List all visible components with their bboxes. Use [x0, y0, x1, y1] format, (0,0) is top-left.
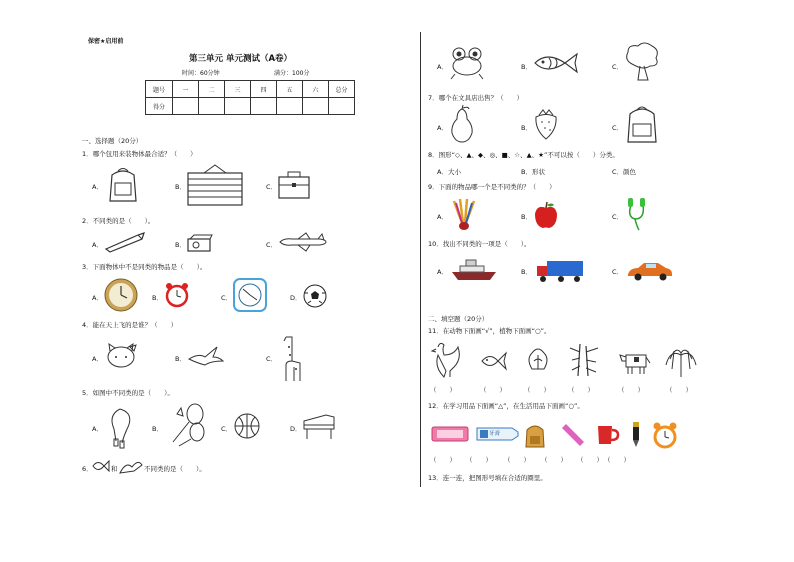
answer-blank[interactable]: （ ）	[466, 456, 492, 464]
answer-blank[interactable]: （ ）	[568, 386, 594, 394]
option-b[interactable]: B．	[521, 213, 532, 221]
score-table	[145, 80, 355, 115]
score-table-score-row	[146, 98, 355, 115]
truck-icon	[535, 259, 585, 283]
briefcase-icon	[277, 170, 311, 200]
jump-rope-icon	[625, 197, 649, 231]
option-b[interactable]: B．	[175, 183, 186, 191]
schoolbag-icon	[524, 422, 546, 448]
option-c[interactable]: C．	[612, 124, 624, 132]
score-input-cell[interactable]	[277, 98, 303, 115]
cup-icon	[596, 424, 620, 446]
bamboo-icon	[568, 342, 600, 378]
question-11: 11．在动物下面画“√”，植物下面画“○”。	[428, 327, 551, 335]
score-cell: 三	[225, 81, 251, 98]
wall-clock-icon	[104, 278, 138, 312]
answer-blank[interactable]: （ ）	[480, 386, 506, 394]
option-c[interactable]: C．	[612, 213, 624, 221]
answer-blank[interactable]: （ ）	[604, 456, 630, 464]
basket-icon	[186, 163, 244, 207]
apple-icon	[533, 201, 559, 229]
answer-blank[interactable]: （ ）	[618, 386, 644, 394]
backpack-icon	[624, 104, 660, 144]
option-a[interactable]: A．	[437, 213, 448, 221]
option-c[interactable]: C．	[612, 268, 624, 276]
option-b[interactable]: B．	[152, 294, 163, 302]
pencil-icon	[104, 231, 148, 253]
option-b[interactable]: B．	[521, 268, 532, 276]
option-c[interactable]: C．	[221, 425, 233, 433]
score-table-header-row	[146, 81, 355, 98]
bird-icon	[187, 345, 225, 369]
score-input-cell[interactable]	[251, 98, 277, 115]
jump-rope-icon	[104, 405, 136, 449]
backpack-icon	[104, 167, 142, 203]
willow-icon	[662, 341, 700, 379]
option-a[interactable]: A．	[437, 63, 448, 71]
option-a[interactable]: A．	[92, 294, 103, 302]
ruler-icon	[560, 422, 586, 448]
option-d[interactable]: D．	[290, 294, 302, 302]
pen-icon	[630, 420, 642, 448]
question-5: 5．如图中不同类的是（ ）。	[82, 389, 174, 397]
question-1: 1．哪个包用来装物体最合适？（ ）	[82, 150, 197, 158]
option-c[interactable]: C．	[221, 294, 233, 302]
question-6: 不同类的是（ ）。	[144, 465, 206, 473]
score-cell: 四	[251, 81, 277, 98]
option-b[interactable]: B．形状	[521, 168, 545, 176]
answer-blank[interactable]: （ ）	[666, 386, 692, 394]
sharpener-icon	[186, 233, 214, 253]
toothpaste-label: 牙膏	[489, 431, 501, 437]
option-c[interactable]: C．	[266, 241, 278, 249]
option-a[interactable]: A．	[92, 355, 103, 363]
hello-kitty-icon	[104, 343, 138, 371]
strawberry-icon	[533, 108, 559, 140]
question-4: 4．能在天上飞的是谁？（ ）	[82, 321, 178, 329]
fish-icon	[533, 50, 579, 76]
basketball-icon	[234, 413, 260, 439]
shuttlecock-icon	[450, 197, 478, 233]
ship-icon	[450, 258, 498, 282]
answer-blank[interactable]: （ ）	[524, 386, 550, 394]
rooster-icon	[430, 341, 462, 379]
option-d[interactable]: D．	[290, 425, 302, 433]
piano-icon	[302, 411, 336, 441]
dragonfly-icon	[118, 457, 144, 477]
option-c[interactable]: C．颜色	[612, 168, 637, 176]
giraffe-icon	[278, 333, 304, 383]
question-10: 10．找出不同类的一项是（ ）。	[428, 240, 531, 248]
tree-icon	[624, 42, 660, 82]
frog-icon	[449, 46, 485, 80]
question-13: 13．连一连，把图形号填在合适的圈里。	[428, 474, 547, 482]
option-a[interactable]: A．	[437, 268, 448, 276]
page-title: 第三单元 单元测试（A卷）	[189, 54, 293, 64]
car-icon	[626, 261, 674, 281]
score-cell: 六	[303, 81, 329, 98]
question-8: 8．图形“◇、▲、◆、◎、■、☆、▲、★”不可以按（ ）分类。	[428, 151, 619, 159]
pear-icon	[449, 105, 475, 143]
score-input-cell[interactable]	[173, 98, 199, 115]
answer-blank[interactable]: （ ）	[430, 456, 456, 464]
full-score: 满分：100分	[274, 70, 310, 77]
confidential-label: 保密★启用前	[88, 38, 124, 45]
question-7: 7．哪个在文具店出售？（ ）	[428, 94, 524, 102]
answer-blank[interactable]: （ ）	[577, 456, 603, 464]
clock-icon	[233, 278, 267, 312]
question-6-and: 和	[111, 465, 118, 473]
pencil-box-icon	[431, 424, 469, 444]
option-a[interactable]: A．	[92, 241, 103, 249]
option-b[interactable]: B．	[152, 425, 163, 433]
option-b[interactable]: B．	[521, 124, 532, 132]
answer-blank[interactable]: （ ）	[430, 386, 456, 394]
option-a[interactable]: A．	[437, 124, 448, 132]
alarm-clock-icon	[164, 281, 190, 309]
airplane-icon	[278, 232, 328, 252]
question-9: 9．下面的物品哪一个是不同类的？（ ）	[428, 183, 556, 191]
cow-icon	[618, 347, 652, 375]
option-c[interactable]: C．	[266, 183, 278, 191]
question-2: 2．不同类的是（ ）。	[82, 217, 155, 225]
page-divider	[420, 32, 421, 487]
score-cell: 二	[199, 81, 225, 98]
answer-blank[interactable]: （ ）	[504, 456, 530, 464]
score-cell: 题号	[146, 81, 173, 98]
section-fill-title: 二、填空题（20分）	[428, 315, 489, 323]
alarm-clock-icon	[652, 421, 678, 449]
badminton-icon	[163, 402, 209, 448]
cabbage-icon	[526, 345, 550, 373]
score-cell: 五	[277, 81, 303, 98]
question-6-label: 6．	[82, 465, 93, 473]
score-cell: 总分	[329, 81, 355, 98]
option-c[interactable]: C．	[612, 63, 624, 71]
option-a[interactable]: A．	[92, 183, 103, 191]
option-a[interactable]: A．	[92, 425, 103, 433]
option-c[interactable]: C．	[266, 355, 278, 363]
option-a[interactable]: A．大小	[437, 168, 461, 176]
score-input-cell[interactable]	[303, 98, 329, 115]
option-b[interactable]: B．	[175, 241, 186, 249]
exam-time: 时间：60分钟	[182, 70, 220, 77]
score-input-cell[interactable]	[329, 98, 355, 115]
goldfish-icon	[480, 350, 508, 372]
score-cell: 得分	[146, 98, 173, 115]
soccer-ball-icon	[303, 284, 327, 308]
option-b[interactable]: B．	[175, 355, 186, 363]
option-b[interactable]: B．	[521, 63, 532, 71]
score-input-cell[interactable]	[199, 98, 225, 115]
question-12: 12．在学习用品下面画“△”，在生活用品下面画“○”。	[428, 402, 584, 410]
section-choice-title: 一、选择题（20分）	[82, 137, 143, 145]
score-input-cell[interactable]	[225, 98, 251, 115]
question-3: 3．下面物体中不是同类的物品是（ ）。	[82, 263, 207, 271]
score-cell: 一	[173, 81, 199, 98]
answer-blank[interactable]: （ ）	[541, 456, 567, 464]
fish-icon	[92, 458, 110, 474]
